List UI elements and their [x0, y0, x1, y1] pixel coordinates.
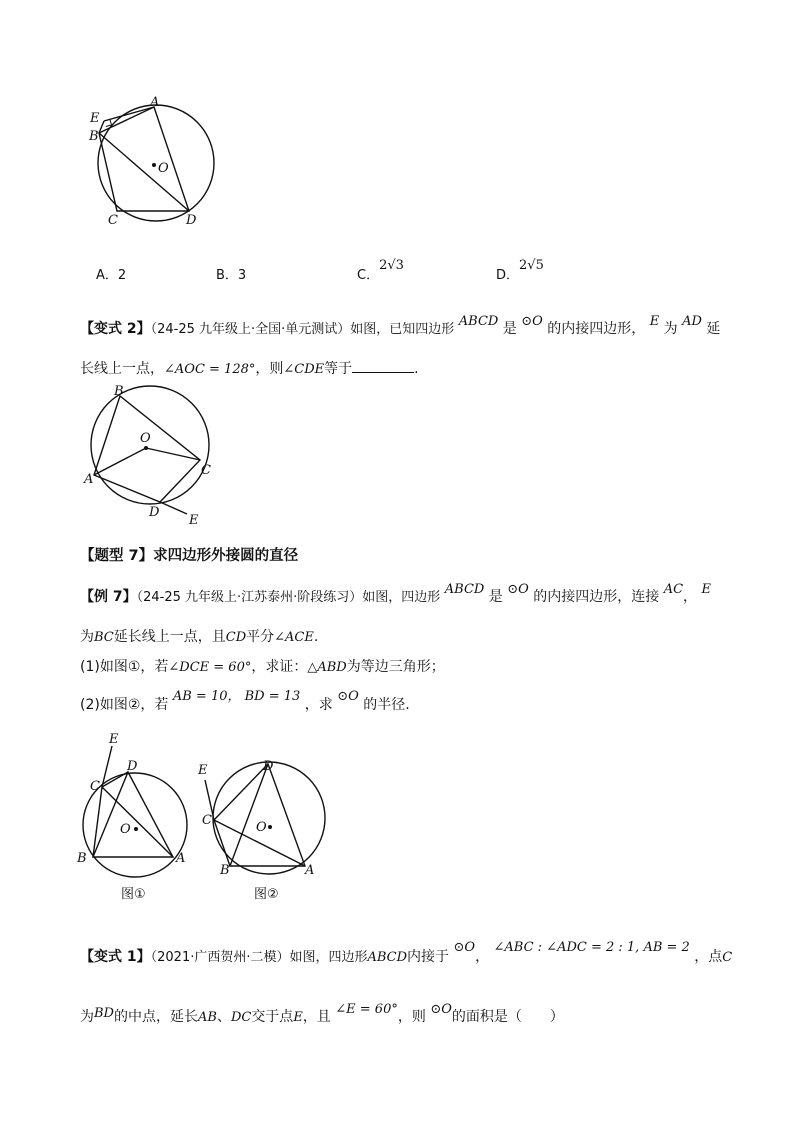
math-dc: DC — [230, 1010, 252, 1025]
figure-3 — [70, 730, 200, 910]
math-circle-o: ⊙O — [507, 582, 529, 597]
option-letter: D． — [496, 268, 520, 283]
segment-de — [160, 502, 187, 514]
example-7-line-1 — [80, 582, 711, 606]
math-arc-bd: BD — [94, 1006, 114, 1021]
variant-1-line-2 — [80, 1002, 564, 1026]
math-e: E — [649, 314, 660, 329]
math-e: E — [293, 1010, 303, 1025]
label-e: E — [109, 732, 119, 747]
text: 长线上一点， — [80, 361, 164, 377]
math-triangle-abd: △ABD — [307, 660, 347, 675]
figure-caption: 图② — [254, 887, 279, 902]
center-dot — [152, 163, 156, 167]
label-d: D — [186, 213, 197, 228]
option-letter: A． — [96, 268, 118, 283]
text: 、 — [216, 1009, 231, 1025]
section-heading: 【题型 7】求四边形外接圆的直径 — [80, 548, 299, 564]
text: 为 — [80, 1009, 94, 1025]
center-dot — [268, 825, 272, 829]
label-c: C — [90, 779, 100, 794]
text: 内接于 — [407, 949, 450, 965]
option-b[interactable] — [216, 264, 246, 283]
math-abcd: ABCD — [444, 582, 485, 597]
source-text: （2021·广西贺州·二模）如图，四边形 — [150, 950, 368, 965]
label-c: C — [108, 213, 118, 228]
label-d: D — [149, 505, 160, 520]
answer-blank[interactable] — [352, 360, 414, 373]
segment-cd — [214, 764, 268, 820]
center-dot — [144, 446, 148, 450]
math-bc: BC — [94, 630, 114, 645]
label-o: O — [158, 161, 169, 176]
text: 的半径. — [363, 697, 410, 713]
option-value: 2√5 — [519, 258, 544, 273]
text: 的内接四边形， — [547, 321, 646, 337]
math-e: E — [701, 582, 711, 597]
math-circle-o: ⊙O — [453, 940, 476, 955]
math-angle-e: ∠E = 60° — [335, 1002, 398, 1017]
label-b: B — [77, 851, 87, 866]
math-circle-o: ⊙O — [430, 1002, 452, 1017]
text: ，且 — [302, 1009, 331, 1025]
triangle-abd — [230, 764, 305, 866]
text: ， — [683, 589, 698, 605]
label-a: A — [176, 851, 186, 866]
text: 交于点 — [251, 1009, 294, 1025]
text: 延 — [706, 321, 721, 337]
math-ab-bd: AB = 10， BD = 13 — [172, 689, 301, 704]
option-a[interactable] — [96, 264, 126, 283]
segment-cd — [102, 772, 128, 787]
label-e: E — [90, 111, 100, 126]
label-o: O — [120, 822, 131, 837]
quadrilateral-abcd — [99, 107, 189, 211]
center-dot — [134, 827, 138, 831]
text: 的内接四边形，连接 — [533, 589, 660, 605]
option-d[interactable] — [496, 258, 544, 283]
text: (2)如图②，若 — [80, 697, 169, 713]
text: 的中点，延长 — [113, 1009, 198, 1025]
text: 为 — [663, 321, 678, 337]
label-b: B — [89, 129, 99, 144]
option-value: 2√3 — [379, 258, 404, 273]
text: 是 — [502, 321, 517, 337]
math-abcd: ABCD — [367, 950, 408, 965]
math-ad: AD — [682, 314, 702, 329]
figure-4 — [190, 755, 330, 910]
figure-2 — [80, 380, 220, 530]
figure-caption: 图① — [121, 887, 146, 902]
label-o: O — [140, 431, 151, 446]
label-c: C — [201, 463, 211, 478]
circle-o — [213, 762, 325, 874]
variant-1-line-1 — [80, 940, 733, 966]
math-cd: CD — [225, 630, 247, 645]
example-7-part-2 — [80, 689, 410, 714]
source-text: （24-25 九年级上·江苏泰州·阶段练习）如图，四边形 — [136, 590, 441, 605]
text: 等于 — [324, 361, 353, 377]
math-angle-aoc: ∠AOC = 128° — [164, 362, 256, 377]
text: . — [313, 629, 319, 645]
option-c[interactable] — [357, 258, 404, 283]
math-angle-cde: ∠CDE — [283, 362, 325, 377]
text: ，则 — [397, 1009, 426, 1025]
label-a: A — [305, 863, 315, 878]
math-angle-ratio: ∠ABC : ∠ADC = 2 : 1, AB = 2 — [493, 940, 690, 955]
variant-2-tag: 【变式 2】 — [80, 321, 151, 337]
text: ，求 — [304, 697, 333, 713]
text: (1)如图①，若 — [80, 659, 169, 675]
option-letter: C． — [357, 268, 380, 283]
text: ，求证： — [251, 659, 308, 675]
text: ， — [475, 949, 490, 965]
label-e: E — [189, 513, 199, 528]
variant-2-line-1 — [80, 314, 721, 338]
math-c: C — [722, 950, 733, 965]
label-b: B — [220, 863, 230, 878]
math-ac: AC — [663, 582, 684, 597]
figure-1 — [80, 92, 230, 232]
label-b: B — [114, 384, 124, 399]
variant-2-line-2 — [80, 358, 419, 378]
option-letter: B． — [216, 268, 238, 283]
label-a: A — [84, 472, 94, 487]
variant-1-tag: 【变式 1】 — [80, 949, 151, 965]
text: . — [414, 361, 419, 377]
math-circle-o: ⊙O — [337, 689, 359, 704]
text: 平分 — [246, 629, 275, 645]
example-7-tag: 【例 7】 — [80, 589, 137, 605]
text: 为等边三角形； — [346, 659, 445, 675]
text: 延长线上一点，且 — [113, 629, 226, 645]
segment-ca — [102, 787, 173, 857]
math-angle-ace: ∠ACE — [274, 630, 314, 645]
text: 是 — [488, 589, 503, 605]
math-ab: AB — [197, 1010, 217, 1025]
option-value: 2 — [117, 268, 127, 283]
label-d: D — [263, 759, 274, 774]
example-7-part-1 — [80, 656, 445, 676]
text: 为 — [80, 629, 94, 645]
math-abcd: ABCD — [458, 314, 499, 329]
source-text: （24-25 九年级上·全国·单元测试）如图，已知四边形 — [150, 322, 455, 337]
math-angle-dce: ∠DCE = 60° — [168, 660, 252, 675]
example-7-line-2 — [80, 626, 318, 646]
label-c: C — [202, 813, 212, 828]
text: ，则 — [255, 361, 284, 377]
label-a: A — [150, 95, 160, 110]
label-e: E — [198, 763, 208, 778]
text: ，点 — [694, 949, 723, 965]
label-d: D — [127, 759, 138, 774]
text: 的面积是（ ） — [451, 1009, 564, 1025]
math-circle-o: ⊙O — [521, 314, 543, 329]
option-value: 3 — [237, 268, 247, 283]
label-o: O — [256, 820, 267, 835]
